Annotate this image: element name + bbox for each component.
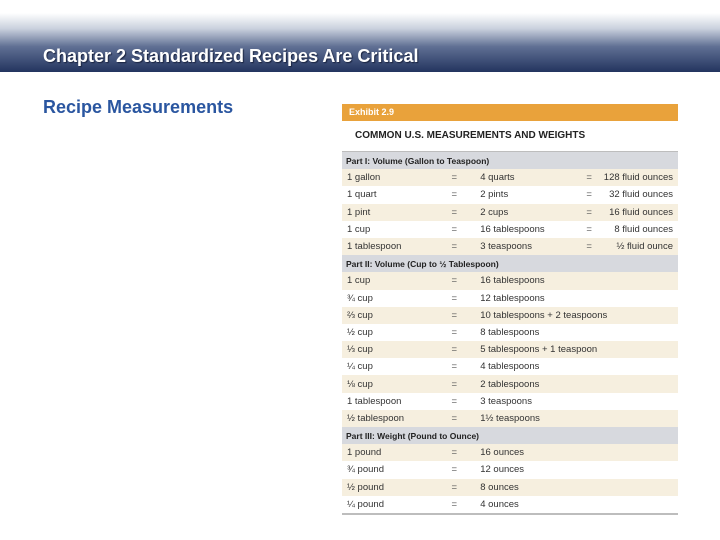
value-cell: 12 ounces [476, 461, 678, 478]
unit-cell: ¾ pound [342, 461, 432, 478]
equals-sign: = [432, 290, 476, 307]
fluid-ounce-cell: ½ fluid ounce [604, 238, 678, 255]
exhibit-title: COMMON U.S. MEASUREMENTS AND WEIGHTS [342, 121, 678, 152]
table-row [342, 238, 678, 255]
equals-sign: = [574, 169, 603, 186]
section-heading: Part II: Volume (Cup to ½ Tablespoon) [342, 255, 678, 272]
equals-sign: = [432, 444, 476, 461]
unit-cell: 1 cup [342, 272, 432, 289]
exhibit-figure [342, 104, 678, 515]
table-row [342, 358, 678, 375]
slide-title: Chapter 2 Standardized Recipes Are Critical [43, 46, 419, 66]
unit-cell: 1 cup [342, 221, 432, 238]
table-section-header [342, 152, 678, 169]
equals-sign: = [432, 272, 476, 289]
equals-sign: = [432, 324, 476, 341]
value-cell: 8 tablespoons [476, 324, 678, 341]
table-row [342, 410, 678, 427]
unit-cell: 1 gallon [342, 169, 432, 186]
table-row [342, 272, 678, 289]
equals-sign: = [432, 461, 476, 478]
value-cell: 4 ounces [476, 496, 678, 513]
slide-header [0, 0, 720, 72]
equals-sign: = [432, 358, 476, 375]
table-row [342, 375, 678, 392]
unit-cell: 1 pound [342, 444, 432, 461]
slide-subtitle: Recipe Measurements [43, 97, 234, 117]
value-cell: 10 tablespoons + 2 teaspoons [476, 307, 678, 324]
value-cell: 2 cups [476, 204, 574, 221]
measurements-table [342, 152, 678, 513]
unit-cell: ½ cup [342, 324, 432, 341]
equals-sign: = [432, 169, 476, 186]
equals-sign: = [432, 375, 476, 392]
fluid-ounce-cell: 32 fluid ounces [604, 186, 678, 203]
table-row [342, 444, 678, 461]
table-bottom-rule [342, 513, 678, 515]
unit-cell: ¾ cup [342, 290, 432, 307]
equals-sign: = [574, 204, 603, 221]
equals-sign: = [432, 341, 476, 358]
unit-cell: 1 tablespoon [342, 393, 432, 410]
equals-sign: = [432, 186, 476, 203]
equals-sign: = [432, 479, 476, 496]
unit-cell: ½ tablespoon [342, 410, 432, 427]
exhibit-label: Exhibit 2.9 [342, 104, 678, 121]
equals-sign: = [574, 221, 603, 238]
table-row [342, 393, 678, 410]
value-cell: 2 pints [476, 186, 574, 203]
table-row [342, 341, 678, 358]
table-section-header [342, 255, 678, 272]
equals-sign: = [574, 186, 603, 203]
value-cell: 16 ounces [476, 444, 678, 461]
table-row [342, 169, 678, 186]
value-cell: 16 tablespoons [476, 272, 678, 289]
table-section-header [342, 427, 678, 444]
equals-sign: = [432, 204, 476, 221]
unit-cell: ⅔ cup [342, 307, 432, 324]
equals-sign: = [432, 393, 476, 410]
unit-cell: 1 tablespoon [342, 238, 432, 255]
unit-cell: ¼ cup [342, 358, 432, 375]
equals-sign: = [574, 238, 603, 255]
table-row [342, 204, 678, 221]
unit-cell: ⅓ cup [342, 341, 432, 358]
table-row [342, 307, 678, 324]
table-row [342, 186, 678, 203]
value-cell: 12 tablespoons [476, 290, 678, 307]
value-cell: 3 teaspoons [476, 393, 678, 410]
fluid-ounce-cell: 128 fluid ounces [604, 169, 678, 186]
unit-cell: ½ pound [342, 479, 432, 496]
value-cell: 2 tablespoons [476, 375, 678, 392]
table-row [342, 496, 678, 513]
equals-sign: = [432, 496, 476, 513]
equals-sign: = [432, 410, 476, 427]
fluid-ounce-cell: 16 fluid ounces [604, 204, 678, 221]
equals-sign: = [432, 307, 476, 324]
value-cell: 16 tablespoons [476, 221, 574, 238]
equals-sign: = [432, 238, 476, 255]
value-cell: 3 teaspoons [476, 238, 574, 255]
table-row [342, 461, 678, 478]
value-cell: 8 ounces [476, 479, 678, 496]
unit-cell: ¼ pound [342, 496, 432, 513]
table-row [342, 290, 678, 307]
section-heading: Part III: Weight (Pound to Ounce) [342, 427, 678, 444]
value-cell: 4 tablespoons [476, 358, 678, 375]
unit-cell: 1 quart [342, 186, 432, 203]
table-row [342, 479, 678, 496]
value-cell: 1½ teaspoons [476, 410, 678, 427]
equals-sign: = [432, 221, 476, 238]
unit-cell: 1 pint [342, 204, 432, 221]
table-row [342, 221, 678, 238]
table-row [342, 324, 678, 341]
fluid-ounce-cell: 8 fluid ounces [604, 221, 678, 238]
value-cell: 4 quarts [476, 169, 574, 186]
unit-cell: ⅛ cup [342, 375, 432, 392]
section-heading: Part I: Volume (Gallon to Teaspoon) [342, 152, 678, 169]
value-cell: 5 tablespoons + 1 teaspoon [476, 341, 678, 358]
